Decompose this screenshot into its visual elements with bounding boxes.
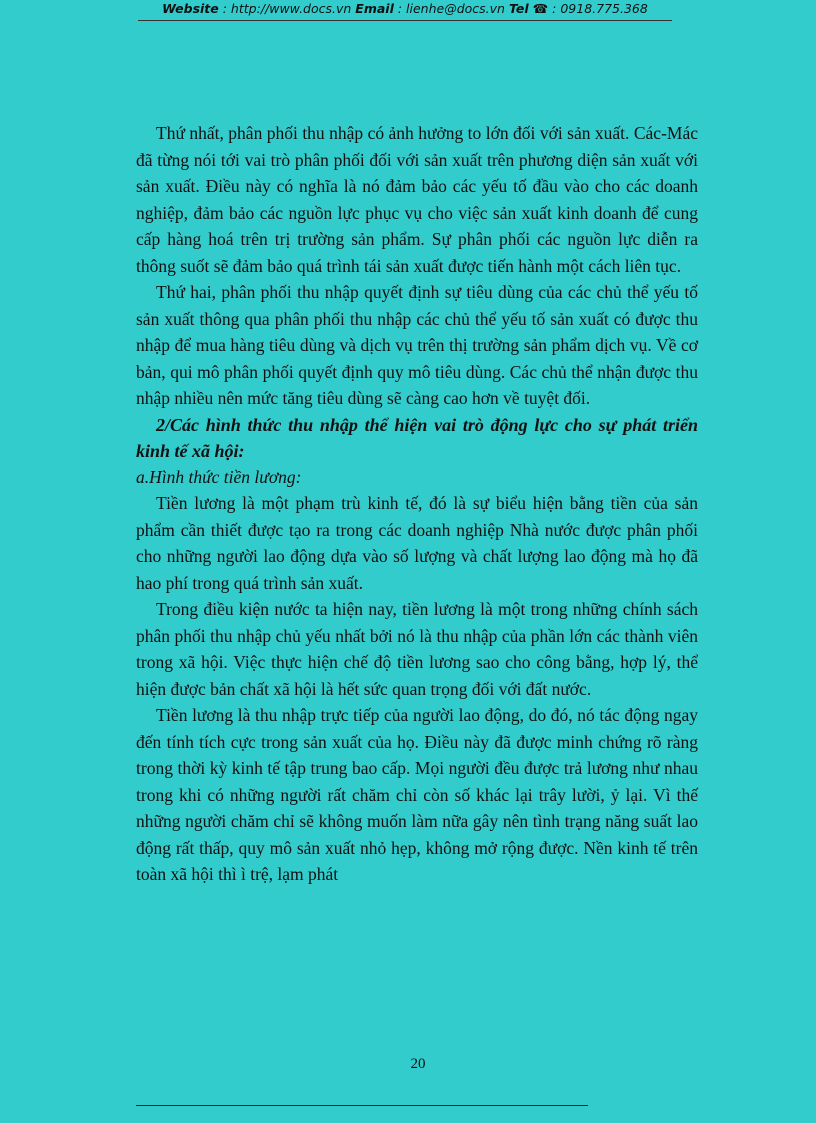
website-url[interactable]: : http://www.docs.vn — [218, 1, 356, 16]
email-label: Email — [355, 1, 394, 16]
subsection-heading: a.Hình thức tiền lương: — [136, 466, 302, 487]
body-paragraph: Trong điều kiện nước ta hiện nay, tiền lương là một trong những chính sách phân phối thu nhập chủ yếu nhất bởi nó là thu nhập của phần lớn các thành viên trong xã hội. Việc thực hiện chế độ tiền lương sao cho công bằng, hợp lý, thể hiện được bản chất xã hội là hết sức quan trọng đối với đất nước. — [136, 599, 698, 699]
tel-label: Tel — [508, 1, 529, 16]
page-number: 20 — [410, 1056, 426, 1072]
footer-divider — [136, 1105, 588, 1106]
body-paragraph: Tiền lương là một phạm trù kinh tế, đó là sự biểu hiện bằng tiền của sản phẩm cần thiết được tạo ra trong các doanh nghiệp Nhà nước được phân phối cho những người lao động dựa vào số lượng và chất lượng lao động mà họ đã hao phí trong quá trình sản xuất. — [136, 493, 698, 593]
body-paragraph: Thứ nhất, phân phối thu nhập có ảnh hưởng to lớn đối với sản xuất. Các-Mác đã từng nói tới vai trò phân phối đối với sản xuất trên phương diện sản xuất với sản xuất. Điều này có nghĩa là nó đảm bảo các yếu tố đầu vào cho các doanh nghiệp, đảm bảo các nguồn lực phục vụ cho việc sản xuất kinh doanh để cung cấp hàng hoá trên trị trường sản phẩm. Sự phân phối các nguồn lực diễn ra thông suốt sẽ đảm bảo quá trình tái sản xuất được tiến hành một cách liên tục. — [136, 123, 698, 276]
page-header — [138, 0, 672, 21]
phone-number: ☎ : 0918.775.368 — [528, 1, 648, 16]
website-label: Website — [162, 1, 219, 16]
body-paragraph: Thứ hai, phân phối thu nhập quyết định sự tiêu dùng của các chủ thể yếu tố sản xuất thông qua phân phối thu nhập các chủ thể yếu tố sản xuất có được thu nhập để mua hàng tiêu dùng và dịch vụ trên thị trường sản phẩm dịch vụ. Về cơ bản, qui mô phân phối quyết định quy mô tiêu dùng. Các chủ thể nhận được thu nhập nhiều nên mức tăng tiêu dùng sẽ càng cao hơn về tuyệt đối. — [136, 282, 698, 408]
email-address[interactable]: : lienhe@docs.vn — [393, 1, 509, 16]
document-body — [136, 120, 698, 888]
body-paragraph: Tiền lương là thu nhập trực tiếp của người lao động, do đó, nó tác động ngay đến tính tích cực trong sản xuất của họ. Điều này đã được minh chứng rõ ràng trong thời kỳ kinh tế tập trung bao cấp. Mọi người đều được trả lương như nhau trong khi có những người rất chăm chỉ còn số khác lại trây lười, ỷ lại. Vì thế những người chăm chỉ sẽ không muốn làm nữa gây nên tình trạng năng suất lao động rất thấp, quy mô sản xuất nhỏ hẹp, không mở rộng được. Nền kinh tế trên toàn xã hội thì ì trệ, lạm phát — [136, 705, 698, 884]
section-heading: 2/Các hình thức thu nhập thể hiện vai trò động lực cho sự phát triển kinh tế xã hội: — [136, 414, 698, 461]
